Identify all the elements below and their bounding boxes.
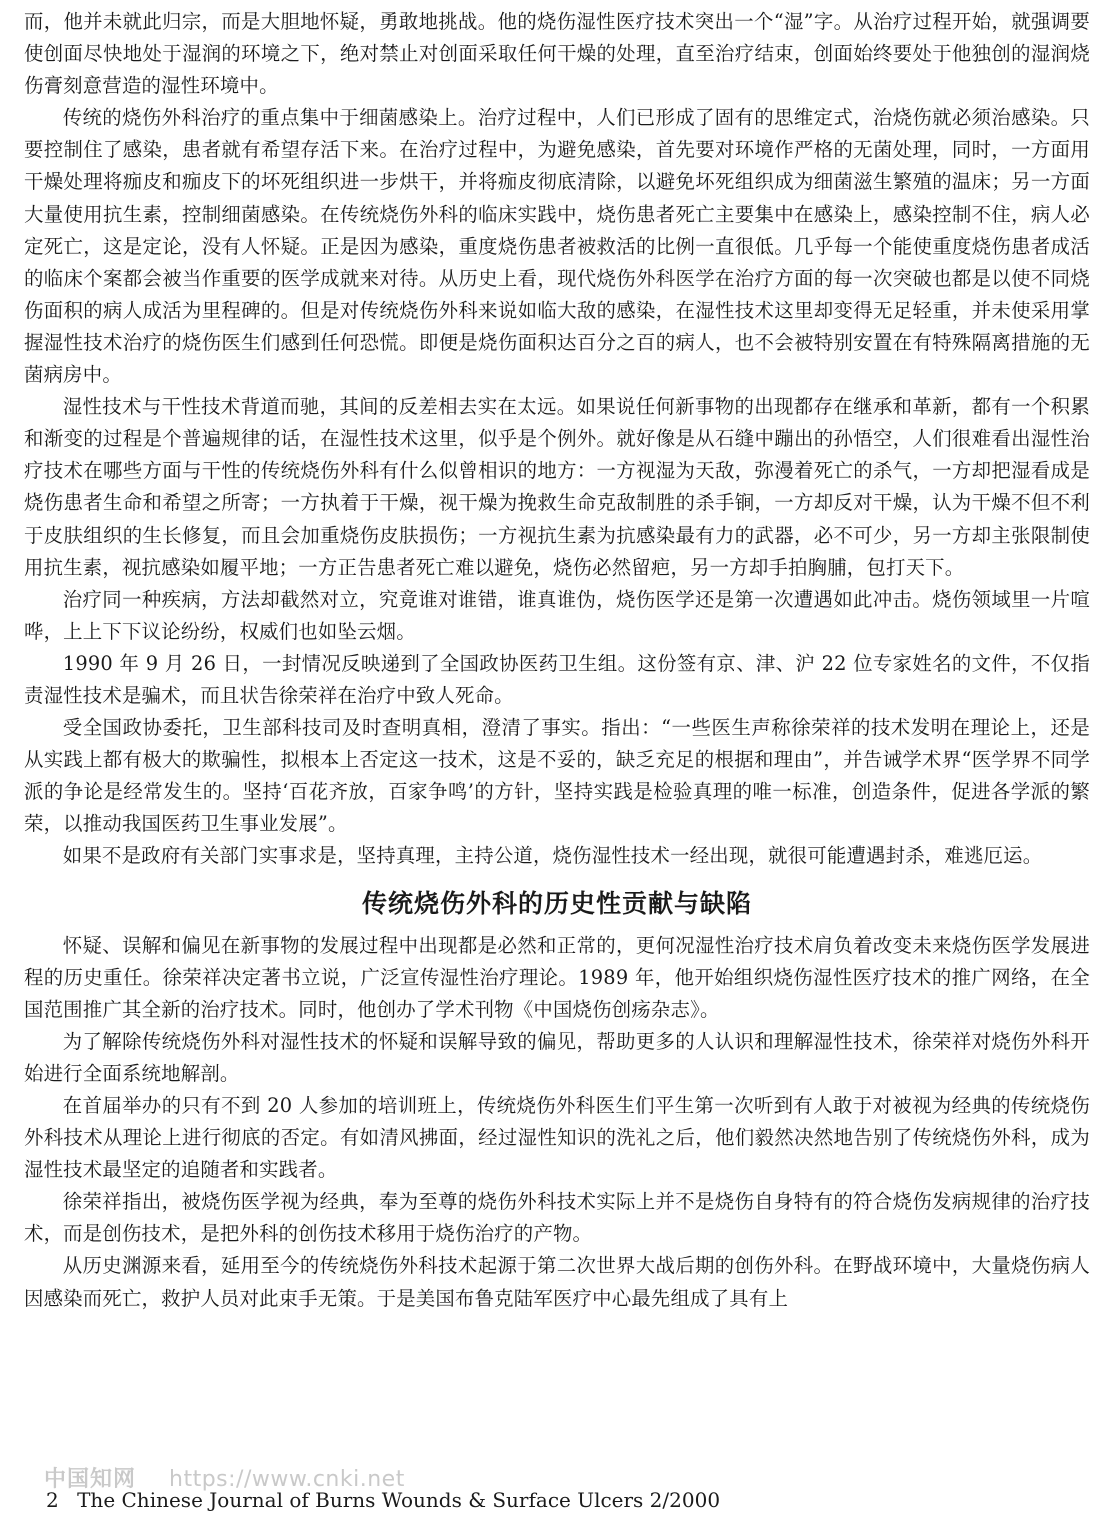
page-footer xyxy=(30,1462,790,1522)
paragraph: 传统的烧伤外科治疗的重点集中于细菌感染上。治疗过程中，人们已形成了固有的思维定式，治烧伤就必须治感染。只要控制住了感染，患者就有希望存活下来。在治疗过程中，为避免感染，首先要对环境作严格的无菌处理，同时，一方面用干燥处理将痂皮和痂皮下的坏死组织进一步烘干，并将痂皮彻底清除，以避免坏死组织成为细菌滋生繁殖的温床；另一方面大量使用抗生素，控制细菌感染。在传统烧伤外科的临床实践中，烧伤患者死亡主要集中在感染上，感染控制不住，病人必定死亡，这是定论，没有人怀疑。正是因为感染，重度烧伤患者被救活的比例一直很低。几乎每一个能使重度烧伤患者成活的临床个案都会被当作重要的医学成就来对待。从历史上看，现代烧伤外科医学在治疗方面的每一次突破也都是以使不同烧伤面积的病人成活为里程碑的。但是对传统烧伤外科来说如临大敌的感染，在湿性技术这里却变得无足轻重，并未使采用掌握湿性技术治疗的烧伤医生们感到任何恐慌。即便是烧伤面积达百分之百的病人，也不会被特别安置在有特殊隔离措施的无菌病房中。 xyxy=(24,106,1090,387)
paragraph: 徐荣祥指出，被烧伤医学视为经典，奉为至尊的烧伤外科技术实际上并不是烧伤自身特有的符合烧伤发病规律的治疗技术，而是创伤技术，是把外科的创伤技术移用于烧伤治疗的产物。 xyxy=(24,1190,1090,1246)
paragraphs-top xyxy=(24,6,1090,873)
watermark-url: https://www.cnki.net xyxy=(169,1467,405,1492)
page-number: 2 xyxy=(46,1488,59,1512)
paragraph: 湿性技术与干性技术背道而驰，其间的反差相去实在太远。如果说任何新事物的出现都存在继承和革新，都有一个积累和渐变的过程是个普遍规律的话，在湿性技术这里，似乎是个例外。就好像是从石缝中蹦出的孙悟空，人们很难看出湿性治疗技术在哪些方面与干性的传统烧伤外科有什么似曾相识的地方：一方视湿为天敌，弥漫着死亡的杀气，一方却把湿看成是烧伤患者生命和希望之所寄；一方执着于干燥，视干燥为挽救生命克敌制胜的杀手锏，一方却反对干燥，认为干燥不但不利于皮肤组织的生长修复，而且会加重烧伤皮肤损伤；一方视抗生素为抗感染最有力的武器，必不可少，另一方却主张限制使用抗生素，视抗感染如履平地；一方正告患者死亡难以避免，烧伤必然留疤，另一方却手拍胸脯，包打天下。 xyxy=(24,395,1090,579)
paragraph: 而，他并未就此归宗，而是大胆地怀疑，勇敢地挑战。他的烧伤湿性医疗技术突出一个“湿”字。从治疗过程开始，就强调要使创面尽快地处于湿润的环境之下，绝对禁止对创面采取任何干燥的处理，直至治疗结束，创面始终要处于他独创的湿润烧伤膏刻意营造的湿性环境中。 xyxy=(24,10,1090,98)
paragraph: 从历史渊源来看，延用至今的传统烧伤外科技术起源于第二次世界大战后期的创伤外科。在野战环境中，大量烧伤病人因感染而死亡，救护人员对此束手无策。于是美国布鲁克陆军医疗中心最先组成了具有上 xyxy=(24,1254,1090,1310)
paragraph: 受全国政协委托，卫生部科技司及时查明真相，澄清了事实。指出：“一些医生声称徐荣祥的技术发明在理论上，还是从实践上都有极大的欺骗性，拟根本上否定这一技术，这是不妥的，缺乏充足的根据和理由”，并告诫学术界“医学界不同学派的争论是经常发生的。坚持‘百花齐放，百家争鸣’的方针，坚持实践是检验真理的唯一标准，创造条件，促进各学派的繁荣，以推动我国医药卫生事业发展”。 xyxy=(24,716,1090,836)
watermark-logo-text: 中国知网 xyxy=(44,1467,137,1492)
paragraph: 怀疑、误解和偏见在新事物的发展过程中出现都是必然和正常的，更何况湿性治疗技术肩负着改变未来烧伤医学发展进程的历史重任。徐荣祥决定著书立说，广泛宣传湿性治疗理论。1989 年，他开始组织烧伤湿性医疗技术的推广网络，在全国范围推广其全新的治疗技术。同时，他创办了学术刊物《中国烧伤创疡杂志》。 xyxy=(24,933,1090,1021)
article-body xyxy=(24,6,1090,1315)
paragraph: 治疗同一种疾病，方法却截然对立，究竟谁对谁错，谁真谁伪，烧伤医学还是第一次遭遇如此冲击。烧伤领域里一片喧哗，上上下下议论纷纷，权威们也如坠云烟。 xyxy=(24,587,1090,643)
paragraph: 如果不是政府有关部门实事求是，坚持真理，主持公道，烧伤湿性技术一经出现，就很可能遭遇封杀，难逃厄运。 xyxy=(62,844,1043,868)
section-heading: 传统烧伤外科的历史性贡献与缺陷 xyxy=(361,888,752,918)
journal-line xyxy=(46,1488,720,1512)
paragraph: 在首届举办的只有不到 20 人参加的培训班上，传统烧伤外科医生们平生第一次听到有人敢于对被视为经典的传统烧伤外科技术从理论上进行彻底的否定。有如清风拂面，经过湿性知识的洗礼之后，他们毅然决然地告别了传统烧伤外科，成为湿性技术最坚定的追随者和实践者。 xyxy=(24,1094,1090,1182)
journal-title: The Chinese Journal of Burns Wounds & Surface Ulcers 2/2000 xyxy=(77,1488,721,1512)
paragraphs-bottom xyxy=(24,930,1090,1315)
paragraph: 1990 年 9 月 26 日，一封情况反映递到了全国政协医药卫生组。这份签有京、津、沪 22 位专家姓名的文件，不仅指责湿性技术是骗术，而且状告徐荣祥在治疗中致人死命。 xyxy=(24,651,1090,707)
paragraph: 为了解除传统烧伤外科对湿性技术的怀疑和误解导致的偏见，帮助更多的人认识和理解湿性技术，徐荣祥对烧伤外科开始进行全面系统地解剖。 xyxy=(24,1029,1090,1085)
